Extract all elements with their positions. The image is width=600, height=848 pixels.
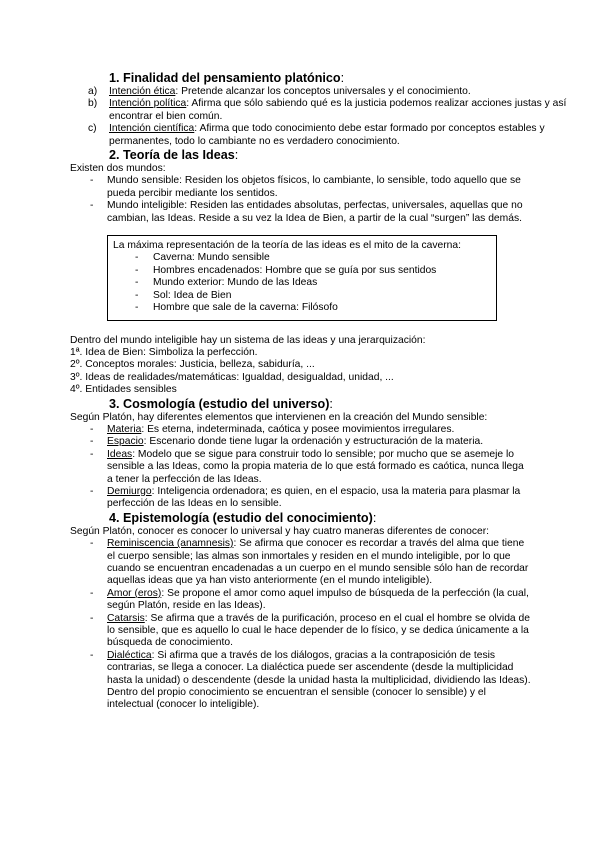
list-item: - Materia: Es eterna, indeterminada, caótica y posee movimientos irregulares.: [90, 423, 455, 435]
list-item: - Catarsis: Se afirma que a través de la purificación, proceso en el cual el hombre se olvida de lo sensible, que es aquello lo cual le hace depender de lo físico, y se dedica únicamente a la búsqueda de conocimiento.: [90, 612, 530, 649]
list-item: - Mundo sensible: Residen los objetos físicos, lo cambiante, lo sensible, todo aquello que se pueda percibir mediante los sentidos.: [90, 175, 521, 199]
section-4-title: 4. Epistemología (estudio del conocimiento):: [109, 510, 377, 525]
list-item: - Hombre que sale de la caverna: Filósofo: [135, 302, 338, 314]
section-3-intro: Según Platón, hay diferentes elementos que intervienen en la creación del Mundo sensible:: [70, 411, 488, 423]
section-2-title: 2. Teoría de las Ideas:: [109, 148, 239, 163]
list-item: - Mundo exterior: Mundo de las Ideas: [135, 277, 318, 289]
cave-myth-box: [107, 235, 497, 320]
list-item: - Sol: Idea de Bien: [135, 289, 232, 301]
list-item: - Reminiscencia (anamnesis): Se afirma que conocer es recordar a través del alma que tiene el cuerpo sensible; las almas son inmortales y residen en el mundo inteligible, por lo que cuando se encuentran encadenadas a un cuerpo en el mundo sensible sólo han de recordar aquellas ideas que ya han visto anteriormente (en el mundo inteligible).: [90, 538, 529, 587]
list-item: - Espacio: Escenario donde tiene lugar la ordenación y estructuración de la materia.: [90, 436, 484, 448]
section-1-list: [0, 86, 600, 148]
list-item: c) Intención científica: Afirma que todo conocimiento debe estar formado por conceptos estables y permanentes, todo lo cambiante no es verdadero conocimiento.: [88, 123, 545, 147]
section-4-extra: Dentro del propio conocimiento se encuentran el sensible (conocer lo sensible) y el intelectual (conocer lo inteligible).: [107, 687, 486, 711]
box-lead: La máxima representación de la teoría de las ideas es el mito de la caverna:: [113, 240, 461, 252]
section-3-title: 3. Cosmología (estudio del universo):: [109, 396, 333, 411]
box-list: [113, 252, 488, 314]
section-3-list: [0, 424, 600, 511]
section-4-intro: Según Platón, conocer es conocer lo universal y hay cuatro maneras diferentes de conocer:: [70, 525, 489, 537]
list-item: - Demiurgo: Inteligencia ordenadora; es quien, en el espacio, usa la materia para plasmar la perfección de las Ideas en lo sensible.: [90, 485, 521, 510]
list-item: a) Intención ética: Pretende alcanzar los conceptos universales y el conocimiento.: [88, 86, 471, 97]
section-1-title: 1. Finalidad del pensamiento platónico:: [109, 71, 345, 85]
hierarchy-item: 3º. Ideas de realidades/matemáticas: Igualdad, desigualdad, unidad, ...: [70, 371, 394, 383]
list-item: b) Intención política: Afirma que sólo sabiendo qué es la justicia podemos realizar acciones justas y así encontrar el bien común.: [88, 98, 567, 122]
section-4-list: [0, 538, 600, 712]
list-item: - Caverna: Mundo sensible: [135, 252, 270, 264]
section-2-list: [0, 175, 600, 225]
list-item: - Amor (eros): Se propone el amor como aquel impulso de búsqueda de la perfección (la cual, según Platón, reside en las Ideas).: [90, 587, 529, 612]
hierarchy-item: 2º. Conceptos morales: Justicia, belleza, sabiduría, ...: [70, 359, 315, 371]
hierarchy-item: 4º. Entidades sensibles: [70, 384, 177, 396]
list-item: - Dialéctica: Si afirma que a través de los diálogos, gracias a la contraposición de tesis contrarias, se llega a conocer. La dialéctica puede ser ascendente (desde la multiplicidad hasta la unidad) o descendente (desde la unidad hasta la multiplicidad, dividiendo las Ideas). Dentro del propio conocimiento se encuentran el sensible (conocer lo sensible) y el intelectual (conocer lo inteligible).: [90, 649, 531, 711]
hierarchy-item: 1ª. Idea de Bien: Simboliza la perfección.: [70, 346, 258, 358]
list-item: - Ideas: Modelo que se sigue para construir todo lo sensible; por mucho que se asemeje lo sensible a las Ideas, como la propia materia de lo que está formado es caótica, nunca llega a tener la perfección de las Ideas.: [90, 448, 524, 485]
list-item: - Hombres encadenados: Hombre que se guía por sus sentidos: [135, 264, 437, 276]
list-item: - Mundo inteligible: Residen las entidades absolutas, perfectas, universales, aquellas que no cambian, las Ideas. Reside a su vez la Idea de Bien, a partir de la cual “surgen” las demás.: [90, 200, 523, 224]
section-2-intro: Existen dos mundos:: [70, 163, 166, 175]
hierarchy-intro: Dentro del mundo inteligible hay un sistema de las ideas y una jerarquización:: [70, 334, 426, 346]
